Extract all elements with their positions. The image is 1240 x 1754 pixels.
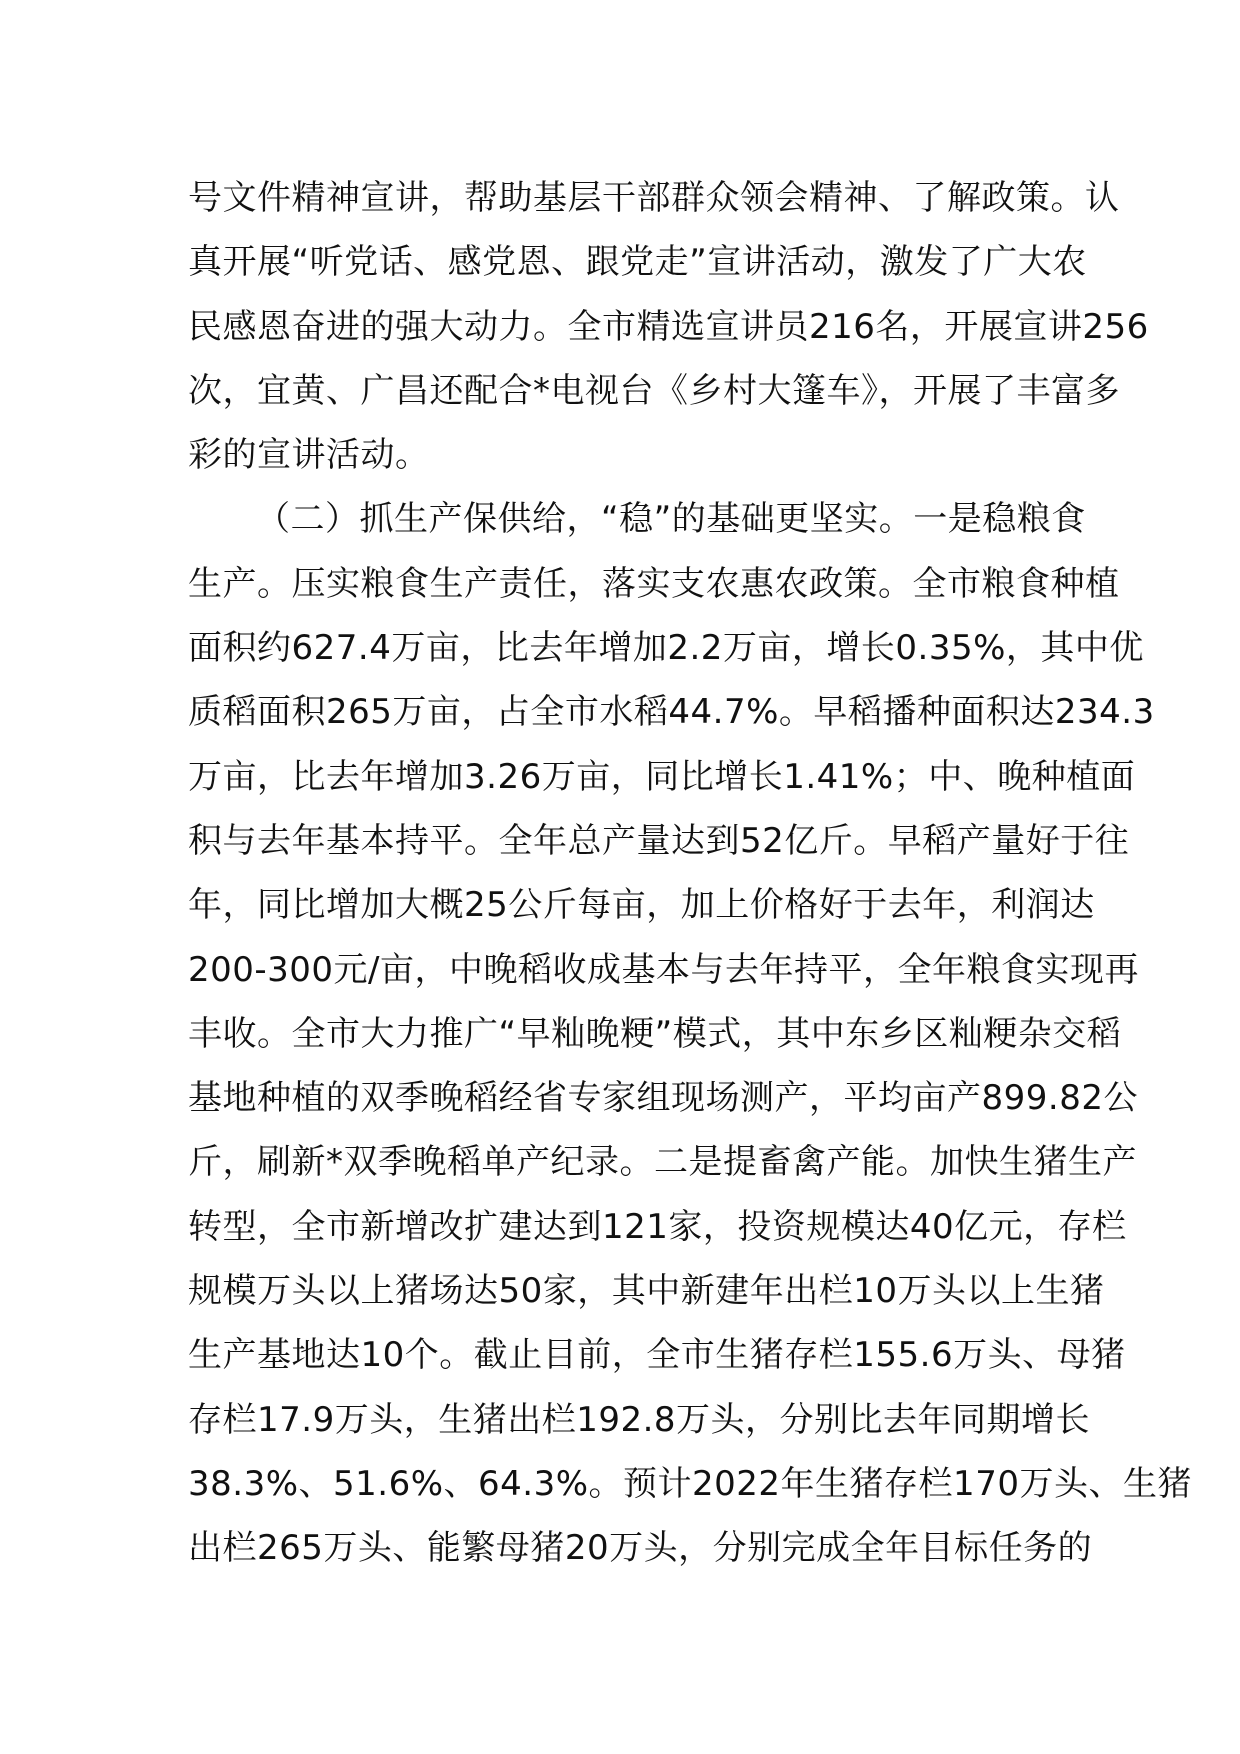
text-line: 200-300元/亩，中晚稻收成基本与去年持平，全年粮食实现再 xyxy=(188,949,1140,990)
text-line: 积与去年基本持平。全年总产量达到52亿斤。早稻产量好于往 xyxy=(188,820,1130,861)
text-line: 年，同比增加大概25公斤每亩，加上价格好于去年，利润达 xyxy=(188,885,1095,926)
text-line: 生产基地达10个。截止目前，全市生猪存栏155.6万头、母猪 xyxy=(188,1335,1126,1376)
text-line: 万亩，比去年增加3.26万亩，同比增长1.41%；中、晚种植面 xyxy=(188,756,1136,797)
text-line: 存栏17.9万头，生猪出栏192.8万头，分别比去年同期增长 xyxy=(188,1399,1091,1440)
text-line: 出栏265万头、能繁母猪20万头，分别完成全年目标任务的 xyxy=(188,1528,1093,1569)
text-line: 彩的宣讲活动。 xyxy=(188,435,430,476)
text-line: 面积约627.4万亩，比去年增加2.2万亩，增长0.35%，其中优 xyxy=(188,628,1144,669)
text-line: 次，宜黄、广昌还配合*电视台《乡村大篷车》，开展了丰富多 xyxy=(188,370,1120,411)
body-text xyxy=(188,166,1192,1581)
text-line: 生产。压实粮食生产责任，落实支农惠农政策。全市粮食种植 xyxy=(188,563,1120,604)
section-heading-line: （二）抓生产保供给，“稳”的基础更坚实。一是稳粮食 xyxy=(256,499,1086,540)
text-line: 号文件精神宣讲，帮助基层干部群众领会精神、了解政策。认 xyxy=(188,178,1120,218)
text-line: 丰收。全市大力推广“早籼晚粳”模式，其中东乡区籼粳杂交稻 xyxy=(188,1013,1122,1054)
text-line: 民感恩奋进的强大动力。全市精选宣讲员216名，开展宣讲256 xyxy=(188,306,1149,347)
text-line: 质稻面积265万亩，占全市水稻44.7%。早稻播种面积达234.3 xyxy=(188,692,1155,733)
text-line: 真开展“听党话、感党恩、跟党走”宣讲活动，激发了广大农 xyxy=(188,242,1087,283)
text-line: 规模万头以上猪场达50家，其中新建年出栏10万头以上生猪 xyxy=(188,1271,1105,1312)
text-line: 转型，全市新增改扩建达到121家，投资规模达40亿元，存栏 xyxy=(188,1206,1127,1247)
text-line: 38.3%、51.6%、64.3%。预计2022年生猪存栏170万头、生猪 xyxy=(188,1463,1192,1504)
text-line: 斤，刷新*双季晚稻单产纪录。二是提畜禽产能。加快生猪生产 xyxy=(188,1142,1137,1183)
text-line: 基地种植的双季晚稻经省专家组现场测产，平均亩产899.82公 xyxy=(188,1078,1138,1119)
